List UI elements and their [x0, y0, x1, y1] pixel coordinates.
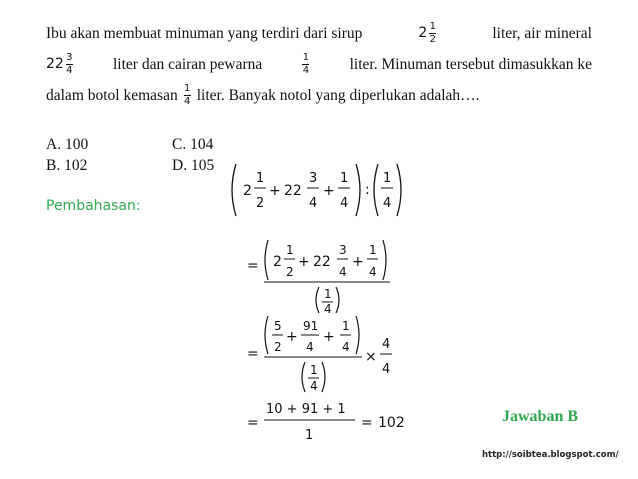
option-a-value: 100	[64, 135, 89, 153]
step3-ninetyone: 91	[303, 319, 319, 333]
option-d-label: D.	[172, 156, 188, 174]
syrup-whole: 2	[418, 25, 428, 41]
option-a-label: A.	[46, 135, 62, 153]
step3-equals: =	[247, 346, 259, 362]
step2-plus-2: +	[352, 254, 364, 270]
step1-four: 4	[309, 196, 318, 211]
step2-one-c: 1	[324, 287, 332, 301]
step3-one-c: 1	[310, 363, 318, 377]
step2-equals: =	[247, 258, 259, 274]
step2-four-c: 4	[324, 302, 332, 316]
step1-one: 1	[256, 171, 265, 186]
step2-two-den: 2	[286, 265, 294, 279]
step3-plus-1: +	[286, 329, 298, 345]
step4-one: 1	[305, 428, 314, 443]
step2-plus-1: +	[298, 254, 310, 270]
step3-four-den: 4	[382, 362, 391, 377]
water-whole: 22	[46, 56, 64, 72]
option-d-value: 105	[190, 156, 215, 174]
step1-plus-2: +	[323, 183, 335, 199]
step4-sum: 10 + 91 + 1	[266, 402, 346, 417]
step3-four-num: 4	[382, 337, 391, 352]
step1-plus-1: +	[269, 183, 281, 199]
step4-result: 102	[378, 415, 405, 431]
step2-four: 4	[339, 265, 347, 279]
step3-plus-2: +	[323, 329, 335, 345]
step1-one-b: 1	[340, 171, 349, 186]
question-line-2-text: liter dan cairan pewarna	[112, 56, 263, 73]
step1-two: 2	[243, 183, 252, 199]
water-denominator: 4	[66, 65, 73, 76]
open-paren	[232, 164, 236, 216]
close-paren	[397, 164, 401, 216]
step1-twentytwo: 22	[284, 183, 302, 199]
step1-three: 3	[309, 171, 318, 186]
solution-step-2	[247, 240, 390, 316]
solution-step-3	[247, 316, 392, 393]
step1-four-c: 4	[383, 196, 392, 211]
step2-four-b: 4	[369, 265, 377, 279]
step3-times: ×	[365, 349, 377, 365]
question-line-3-text: dalam botol kemasan	[46, 87, 178, 104]
question-line-3-tail: liter. Banyak notol yang diperlukan adalah….	[196, 87, 480, 104]
close-paren	[383, 240, 386, 280]
open-paren	[265, 316, 268, 354]
step1-two-den: 2	[256, 196, 265, 211]
step2-twentytwo: 22	[313, 254, 331, 270]
source-url[interactable]: http://soibtea.blogspot.com/	[482, 450, 619, 460]
step3-one: 1	[342, 319, 350, 333]
close-paren	[322, 362, 325, 392]
dye-numerator: 1	[302, 52, 310, 63]
open-paren	[265, 240, 268, 280]
step1-four-b: 4	[340, 196, 349, 211]
step2-two: 2	[273, 254, 282, 270]
answer-label: Jawaban B	[502, 408, 579, 425]
close-paren	[336, 287, 339, 313]
step3-four-b: 4	[342, 340, 350, 354]
open-paren	[374, 164, 378, 216]
step1-one-c: 1	[383, 171, 392, 186]
question-line-1-tail: liter, air mineral	[492, 25, 592, 42]
pembahasan-label: Pembahasan:	[46, 198, 141, 214]
option-c-label: C.	[172, 135, 187, 153]
step4-equals-2: =	[361, 415, 373, 431]
step3-four-c: 4	[310, 379, 318, 393]
step3-four: 4	[306, 340, 314, 354]
option-c-value: 104	[190, 135, 214, 153]
syrup-denominator: 2	[429, 34, 436, 45]
step3-two: 2	[274, 340, 282, 354]
step2-one: 1	[286, 243, 294, 257]
solution-step-1	[232, 164, 401, 216]
bottle-denominator: 4	[184, 96, 191, 107]
question-line-1-text: Ibu akan membuat minuman yang terdiri dari sirup	[46, 25, 363, 42]
open-paren	[302, 362, 305, 392]
question-line-2-tail: liter. Minuman tersebut dimasukkan ke	[349, 56, 592, 73]
water-numerator: 3	[66, 52, 73, 63]
close-paren	[356, 164, 360, 216]
open-paren	[316, 287, 319, 313]
step2-three: 3	[339, 243, 347, 257]
option-b-label: B.	[46, 156, 61, 174]
solution-step-4	[247, 402, 405, 443]
step1-colon: :	[365, 182, 370, 198]
bottle-numerator: 1	[184, 83, 191, 94]
dye-denominator: 4	[302, 65, 310, 76]
close-paren	[356, 316, 359, 354]
syrup-numerator: 1	[429, 21, 436, 32]
option-b-value: 102	[64, 156, 88, 174]
step4-equals: =	[247, 415, 259, 431]
step3-five: 5	[274, 319, 282, 333]
step2-one-b: 1	[369, 243, 377, 257]
